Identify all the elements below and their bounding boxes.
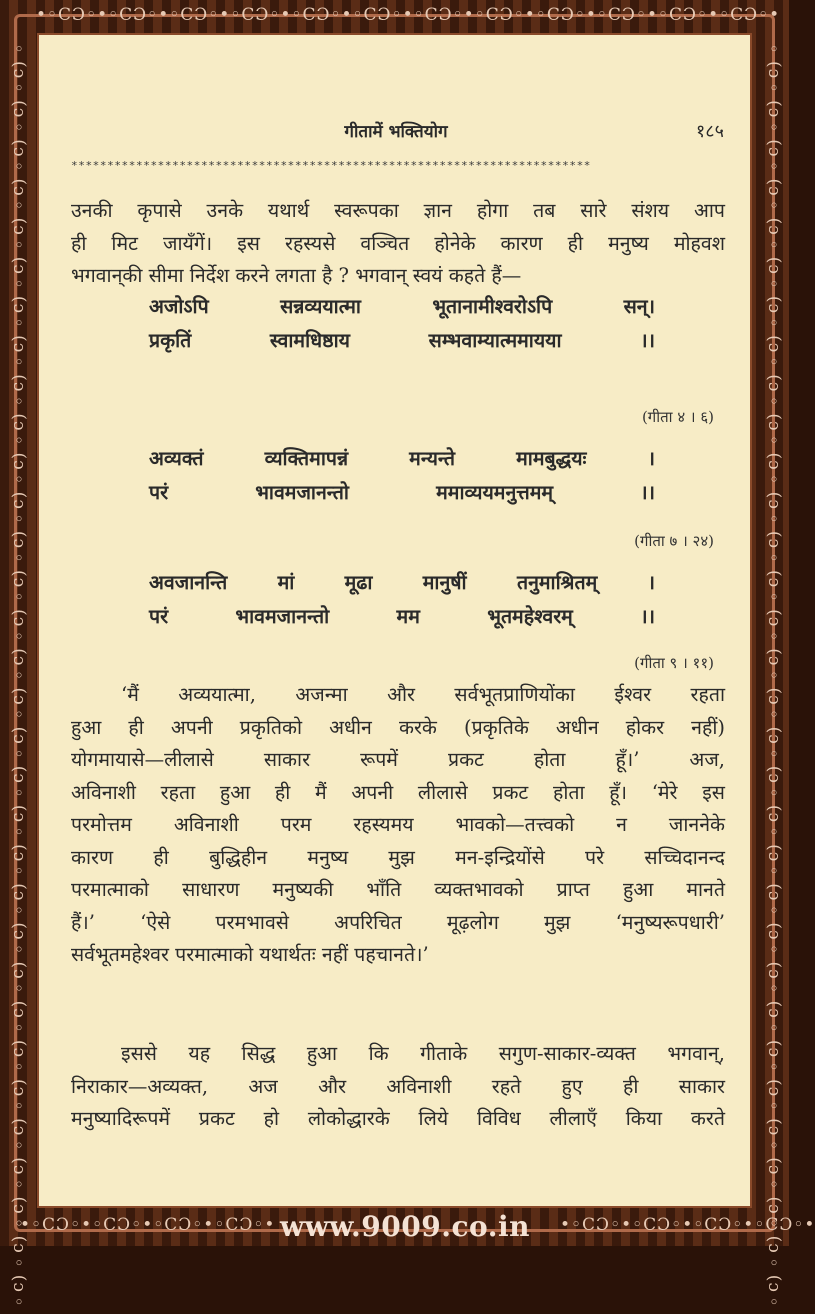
- text-line: सर्वभूतमहेश्वर परमात्माको यथार्थतः नहीं पहचानते।’: [71, 943, 429, 966]
- verse-line: अजोऽपि सन्नव्ययात्मा भूतानामीश्वरोऽपि सन्।: [149, 295, 655, 318]
- book-page: [37, 33, 752, 1208]
- text-line: योगमायासे—लीलासे साकार रूपमें प्रकट होता हूँ।’ अज,: [71, 748, 725, 771]
- verse-line: प्रकृतिं स्वामधिष्ठाय सम्भवाम्यात्ममायया ।।: [149, 329, 655, 352]
- translation-paragraph: [71, 679, 725, 972]
- top-ornament: •◦CƆ◦•◦CƆ◦•◦CƆ◦•◦CƆ◦•◦CƆ◦•◦CƆ◦•◦CƆ◦•◦CƆ◦•◦CƆ◦•◦CƆ◦•◦CƆ◦•◦CƆ◦•: [36, 5, 781, 25]
- verse-line: परं भावमजानन्तो मम भूतमहेश्वरम् ।।: [149, 605, 655, 628]
- text-line: ‘मैं अव्ययात्मा, अजन्मा और सर्वभूतप्राणियोंका ईश्वर रहता: [121, 683, 725, 706]
- text-line: परमोत्तम अविनाशी परम रहस्यमय भावको—तत्त्वको न जाननेके: [71, 813, 725, 836]
- running-header: [39, 119, 754, 143]
- bottom-ornament-left: •◦CƆ◦•◦CƆ◦•◦CƆ◦•◦CƆ◦•: [20, 1215, 276, 1235]
- text-line: कारण ही बुद्धिहीन मनुष्य मुझ मन-इन्द्रियोंसे परे सच्चिदानन्द: [71, 845, 725, 869]
- verse-1: [149, 290, 655, 358]
- text-line: भगवान्‌की सीमा निर्देश करने लगता है ? भगवान् स्वयं कहते हैं—: [71, 264, 522, 287]
- verse-line: अव्यक्तं व्यक्तिमापन्नं मन्यन्ते मामबुद्धयः ।: [149, 447, 655, 470]
- text-line: इससे यह सिद्ध हुआ कि गीताके सगुण-साकार-व्यक्त भगवान्,: [121, 1042, 725, 1065]
- text-line: मनुष्यादिरूपमें प्रकट हो लोकोद्धारके लिये विविध लीलाएँ किया करते: [71, 1107, 725, 1130]
- page-title: गीतामें भक्तियोग: [344, 122, 448, 142]
- text-line: हैं।’ ‘ऐसे परमभावसे अपरिचित मूढ़लोग मुझ ‘मनुष्यरूपधारी’: [71, 910, 725, 934]
- text-line: परमात्माको साधारण मनुष्यकी भाँति व्यक्तभावको प्राप्त हुआ मानते: [71, 878, 725, 901]
- text-line: हुआ ही अपनी प्रकृतिको अधीन करके (प्रकृतिके अधीन होकर नहीं): [71, 715, 725, 739]
- text-line: अविनाशी रहता हुआ ही मैं अपनी लीलासे प्रकट होता हूँ। ‘मेरे इस: [71, 780, 725, 804]
- verse-reference: (गीता ४ । ६): [641, 408, 714, 426]
- left-ornament: ◦(ɔ◦(ɔ◦(ɔ◦(ɔ◦(ɔ◦(ɔ◦(ɔ◦(ɔ◦(ɔ◦(ɔ◦(ɔ◦(ɔ◦(ɔ◦(ɔ◦(ɔ◦(ɔ◦(ɔ◦(ɔ◦(ɔ◦(ɔ◦(ɔ◦(ɔ◦(ɔ◦(ɔ◦(ɔ◦(ɔ◦(ɔ◦(ɔ◦(ɔ◦(ɔ◦(ɔ◦(ɔ◦: [9, 40, 29, 1314]
- verse-3: [149, 566, 655, 634]
- bottom-ornament-right: •◦CƆ◦•◦CƆ◦•◦CƆ◦•◦CƆ◦•: [560, 1215, 815, 1235]
- text-line: ही मिट जायँगें। इस रहस्यसे वञ्चित होनेके कारण ही मनुष्य मोहवश: [71, 231, 725, 255]
- separator-stars: ************************************************************************: [71, 159, 592, 172]
- conclusion-paragraph: [71, 1038, 725, 1136]
- verse-reference: (गीता ७ । २४): [634, 532, 714, 550]
- verse-line: अवजानन्ति मां मूढा मानुषीं तनुमाश्रितम् ।: [149, 571, 655, 594]
- website-url[interactable]: www.9009.co.in: [280, 1210, 530, 1243]
- right-ornament: ◦(ɔ◦(ɔ◦(ɔ◦(ɔ◦(ɔ◦(ɔ◦(ɔ◦(ɔ◦(ɔ◦(ɔ◦(ɔ◦(ɔ◦(ɔ◦(ɔ◦(ɔ◦(ɔ◦(ɔ◦(ɔ◦(ɔ◦(ɔ◦(ɔ◦(ɔ◦(ɔ◦(ɔ◦(ɔ◦(ɔ◦(ɔ◦(ɔ◦(ɔ◦(ɔ◦(ɔ◦(ɔ◦: [764, 40, 784, 1314]
- verse-reference: (गीता ९ । ११): [634, 654, 714, 672]
- verse-2: [149, 442, 655, 510]
- text-line: उनकी कृपासे उनके यथार्थ स्वरूपका ज्ञान होगा तब सारे संशय आप: [71, 199, 725, 222]
- page-number: १८५: [695, 121, 724, 142]
- verse-line: परं भावमजानन्तो ममाव्ययमनुत्तमम् ।।: [149, 481, 655, 504]
- intro-paragraph: [71, 195, 725, 293]
- text-line: निराकार—अव्यक्त, अज और अविनाशी रहते हुए ही साकार: [71, 1074, 725, 1098]
